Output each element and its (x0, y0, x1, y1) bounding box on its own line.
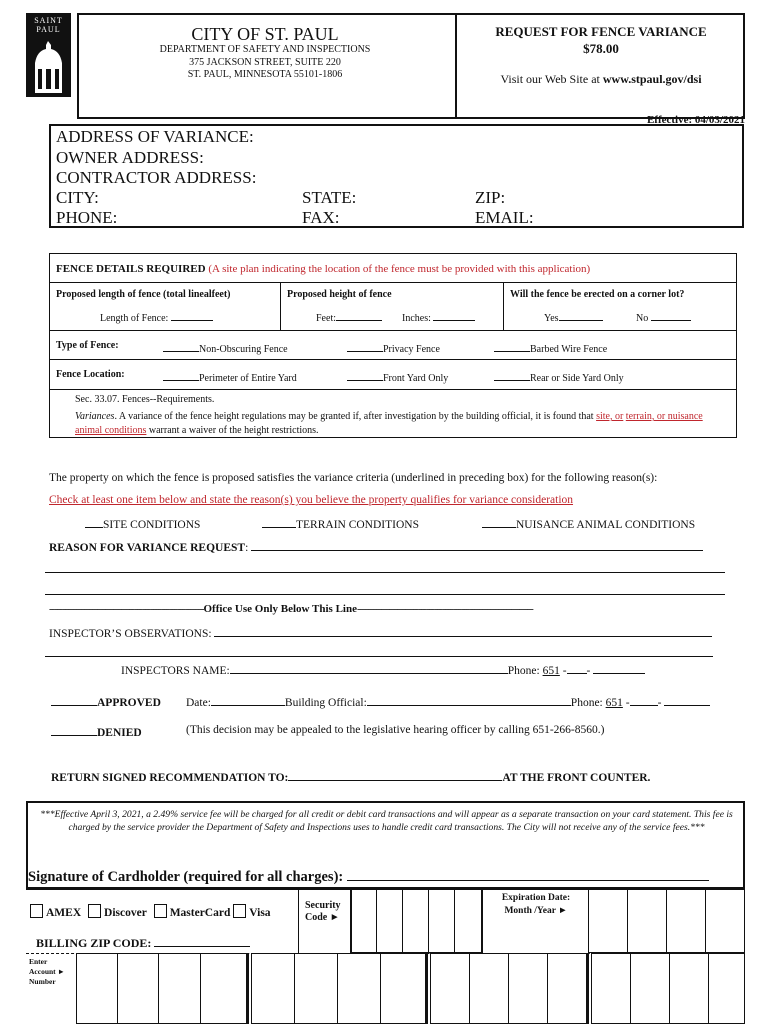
address-label: ADDRESS OF VARIANCE: (56, 127, 254, 146)
security-code-label: Code ► (305, 912, 340, 923)
account-digit-7[interactable] (337, 953, 381, 1024)
fence-heading-label: FENCE DETAILS REQUIRED (56, 263, 206, 275)
return-label: RETURN SIGNED RECOMMENDATION TO: (51, 772, 289, 784)
visa-label: Visa (249, 907, 271, 919)
account-digit-4[interactable] (200, 953, 249, 1024)
phone-label: PHONE: (56, 208, 118, 227)
inspector-phone-label: Phone: (507, 665, 540, 677)
card-type-row (30, 904, 271, 919)
amex-label: AMEX (46, 907, 82, 919)
type-privacy[interactable] (347, 340, 440, 355)
exp-digit-3[interactable] (666, 889, 706, 953)
official-label: Building Official: (284, 697, 367, 709)
feet-label: Feet: (316, 313, 336, 324)
col-divider (503, 282, 504, 330)
inspector-field[interactable]: INSPECTORS NAME: Phone: 651 - - (121, 662, 645, 677)
service-fee-notice: ***Effective April 3, 2021, a 2.49% service fee will be charged for all credit or debit card transactions and will appear as a separate transaction on your card statement. This fee is charged by the service provider the Department of Safety and Inspections uses to handle credit card transactions. The City will not receive any of the service fees.*** (40, 809, 733, 833)
exp-digit-4[interactable] (705, 889, 745, 953)
account-digit-10[interactable] (469, 953, 509, 1024)
row-divider (49, 330, 737, 331)
signature-label: Signature of Cardholder (required for all charges): (28, 869, 344, 885)
office-use-label: Office Use Only Below This Line (203, 603, 357, 615)
denied-label: DENIED (97, 727, 142, 739)
variance-text (75, 410, 715, 438)
loc-front[interactable] (347, 369, 448, 384)
loc-front-label: Front Yard Only (383, 373, 449, 384)
length-field[interactable] (100, 309, 213, 324)
discover-option[interactable] (88, 907, 147, 919)
effective-date: Effective: 04/03/2021 (646, 114, 745, 126)
security-digit-2[interactable] (376, 889, 403, 953)
expiration-label: Expiration Date: (501, 893, 571, 903)
inspector-area-code: 651 (542, 665, 560, 677)
visa-option[interactable] (233, 907, 270, 919)
feet-field[interactable] (316, 309, 382, 324)
inspector-name-label: INSPECTORS NAME: (121, 665, 230, 677)
logo-text: SAINT PAUL (34, 16, 63, 34)
website-link[interactable]: www.stpaul.gov/dsi (602, 72, 702, 86)
email-label: EMAIL: (475, 208, 534, 227)
section-reference: Sec. 33.07. Fences--Requirements. (75, 394, 215, 405)
reason-line-2[interactable] (45, 572, 725, 573)
fee-amount: $78.00 (583, 41, 619, 56)
account-digit-3[interactable] (158, 953, 201, 1024)
billing-zip-label: BILLING ZIP CODE: (36, 936, 152, 950)
mastercard-option[interactable] (154, 907, 231, 919)
department: DEPARTMENT OF SAFETY AND INSPECTIONS (159, 44, 371, 55)
header-divider (455, 13, 457, 119)
contractor-label: CONTRACTOR ADDRESS: (56, 168, 257, 187)
reason-line-3[interactable] (45, 594, 725, 595)
loc-rear[interactable] (494, 369, 624, 384)
account-digit-15[interactable] (669, 953, 709, 1024)
row-divider (49, 359, 737, 360)
street-address: 375 JACKSON STREET, SUITE 220 (189, 57, 341, 68)
length-label: Length of Fence: (100, 313, 169, 324)
amex-option[interactable] (30, 907, 81, 919)
account-digit-9[interactable] (430, 953, 470, 1024)
inches-label: Inches: (402, 313, 431, 324)
row-divider (49, 389, 737, 390)
account-label-text: Account ► (29, 967, 65, 976)
option-site[interactable] (85, 516, 200, 531)
month-year-label: Month /Year ► (504, 906, 568, 916)
variance-body: . A variance of the fence height regulations may be granted if, after investigation by the building official, it is found that (114, 411, 597, 422)
option-nuisance-label: NUISANCE ANIMAL CONDITIONS (516, 519, 696, 531)
discover-label: Discover (104, 907, 147, 919)
signature-field[interactable] (28, 869, 709, 886)
fax-label: FAX: (302, 208, 340, 227)
owner-label: OWNER ADDRESS: (56, 148, 204, 167)
mastercard-label: MasterCard (169, 907, 231, 919)
denied-field[interactable] (51, 724, 142, 739)
city-name: CITY OF ST. PAUL (191, 24, 339, 44)
variance-terrain: terrain, or nuisance animal conditions (75, 411, 703, 436)
visa-checkbox[interactable] (233, 904, 246, 918)
billing-zip-field[interactable] (36, 935, 250, 951)
corner-lot-header: Will the fence be erected on a corner lot? (510, 289, 685, 300)
city-label: CITY: (56, 188, 99, 207)
option-nuisance[interactable] (482, 516, 695, 531)
security-label: Security (305, 900, 341, 911)
account-digit-14[interactable] (630, 953, 670, 1024)
fence-heading (56, 263, 590, 275)
criteria-instruction: Check at least one item below and state the reason(s) you believe the property qualifies for variance consideration (49, 494, 574, 506)
option-site-label: SITE CONDITIONS (103, 519, 201, 531)
office-divider: ----------------------------------------------------------Office Use Only Below This Line------------------------------------------------------------------ (49, 603, 533, 615)
number-label: Number (29, 977, 56, 986)
approved-label: APPROVED (97, 697, 161, 709)
col-divider (280, 282, 281, 330)
city-state: ST. PAUL, MINNESOTA 55101-1806 (187, 69, 343, 80)
type-privacy-label: Privacy Fence (383, 344, 440, 355)
variance-site: site, or (596, 411, 624, 422)
account-digit-13[interactable] (591, 953, 631, 1024)
row-divider (49, 282, 737, 283)
account-digit-16[interactable] (708, 953, 745, 1024)
observations-label: INSPECTOR’S OBSERVATIONS: (49, 628, 212, 640)
amex-checkbox[interactable] (30, 904, 43, 918)
site-plan-note: (A site plan indicating the location of the fence must be provided with this application) (208, 263, 591, 275)
website-line (460, 72, 742, 87)
type-label: Type of Fence: (56, 340, 119, 351)
no-field[interactable] (636, 309, 691, 324)
state-label: STATE: (302, 188, 357, 207)
date-field[interactable]: Date: Building Official: Phone: 651 - - (186, 694, 710, 709)
security-digit-5[interactable] (454, 889, 482, 953)
account-digit-2[interactable] (117, 953, 159, 1024)
approved-field[interactable] (51, 694, 161, 709)
date-label: Date: (186, 697, 211, 709)
variance-tail: warrant a waiver of the height restrictions. (146, 425, 319, 436)
yes-field[interactable] (544, 309, 603, 324)
zip-label: ZIP: (475, 188, 506, 207)
account-digit-5[interactable] (251, 953, 295, 1024)
reason-label: REASON FOR VARIANCE REQUEST (49, 542, 246, 554)
website-prefix: Visit our Web Site at (500, 72, 603, 86)
loc-rear-label: Rear or Side Yard Only (530, 373, 624, 384)
security-digit-1[interactable] (350, 889, 377, 953)
loc-perimeter-label: Perimeter of Entire Yard (199, 373, 297, 384)
height-header: Proposed height of fence (287, 289, 392, 300)
option-terrain-label: TERRAIN CONDITIONS (296, 519, 419, 531)
cathedral-icon (26, 37, 71, 97)
account-label (29, 957, 65, 987)
account-digit-1[interactable] (76, 953, 118, 1024)
variance-italic: Variances (75, 411, 115, 422)
exp-digit-1[interactable] (588, 889, 628, 953)
return-field[interactable] (51, 769, 650, 784)
type-non-obscuring[interactable] (163, 340, 288, 355)
security-digit-3[interactable] (402, 889, 429, 953)
exp-digit-2[interactable] (627, 889, 667, 953)
account-digit-6[interactable] (294, 953, 338, 1024)
security-digit-4[interactable] (428, 889, 455, 953)
yes-label: Yes (544, 313, 559, 324)
request-title: REQUEST FOR FENCE VARIANCE (495, 24, 707, 39)
observations-field[interactable] (49, 625, 712, 640)
length-header: Proposed length of fence (total linealfeet) (56, 289, 231, 300)
account-digit-8[interactable] (380, 953, 428, 1024)
reason-field[interactable]: REASON FOR VARIANCE REQUEST: (49, 539, 703, 554)
account-digit-11[interactable] (508, 953, 548, 1024)
type-barbed-label: Barbed Wire Fence (530, 344, 608, 355)
criteria-intro: The property on which the fence is proposed satisfies the variance criteria (underlined in preceding box) for the following reason(s): (49, 472, 658, 484)
option-terrain[interactable] (262, 516, 419, 531)
account-digit-12[interactable] (547, 953, 589, 1024)
type-barbed[interactable] (494, 340, 607, 355)
appeal-note: (This decision may be appealed to the legislative hearing officer by calling 651-266-8560.) (186, 724, 605, 736)
type-non-obscuring-label: Non-Obscuring Fence (199, 344, 288, 355)
inches-field[interactable] (402, 309, 475, 324)
location-label: Fence Location: (56, 369, 125, 380)
enter-label: Enter (29, 957, 48, 966)
official-phone-label: Phone: (570, 697, 603, 709)
discover-checkbox[interactable] (88, 904, 101, 918)
official-area-code: 651 (605, 697, 623, 709)
mastercard-checkbox[interactable] (154, 904, 167, 918)
loc-perimeter[interactable] (163, 369, 297, 384)
return-tail: AT THE FRONT COUNTER. (502, 772, 651, 784)
observations-line-2[interactable] (45, 656, 713, 657)
city-logo (26, 13, 71, 97)
no-label: No (636, 313, 649, 324)
